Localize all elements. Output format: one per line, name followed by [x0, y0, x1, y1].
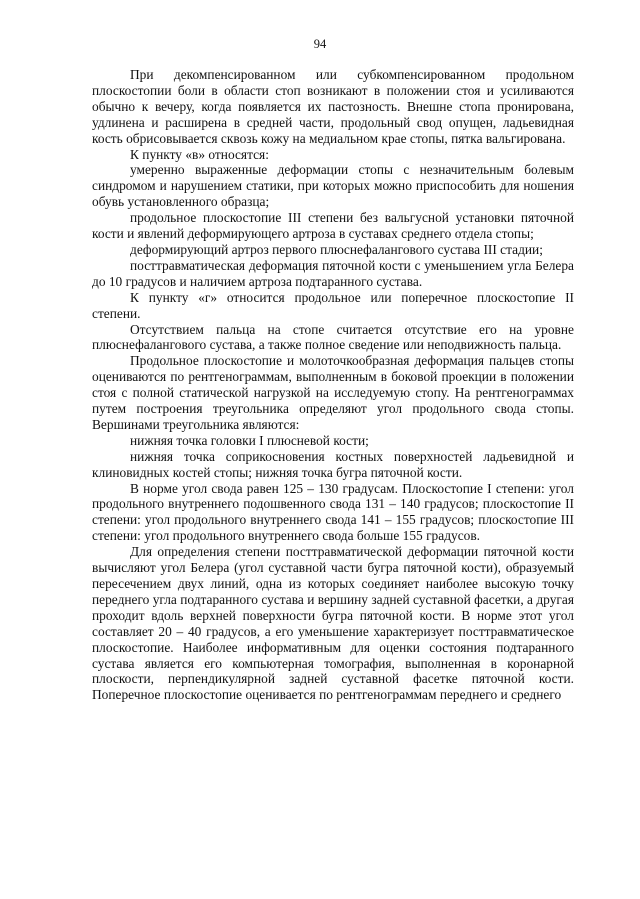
- paragraph-deforming-arthrosis: деформирующий артроз первого плюснефалангового сустава III стадии;: [130, 241, 543, 257]
- paragraph-arch-angle-norms: В норме угол свода равен 125 – 130 градусам. Плоскостопие I степени: угол продольного внутреннего подошвенного свода 131 – 140 градусов; плоскостопие II степени: угол продольного внутреннего свода 141 – 155 градусов; плоскостопие III степени: угол продольного внутреннего свода больше 155 градусов.: [92, 480, 574, 544]
- paragraph-decompensated-flatfoot: При декомпенсированном или субкомпенсированном продольном плоскостопии боли в области стоп возникают в положении стоя и усиливаются обычно к вечеру, когда появляется их пастозность. Внешне стопа пронирована, удлинена и расширена в средней части, продольный свод опущен, ладьевидная кость обрисовывается сквозь кожу на медиальном крае стопы, пятка вальгирована.: [92, 67, 574, 146]
- paragraph-item-g: К пункту «г» относится продольное или поперечное плоскостопие II степени.: [92, 289, 574, 321]
- paragraph-xray-assessment: Продольное плоскостопие и молоточкообразная деформация пальцев стопы оцениваются по рентгенограммам, выполненным в боковой проекции в положении стоя с полной статической нагрузкой на исследуемую стопу. На рентгенограммах путем построения треугольника определяют угол продольного свода стопы. Вершинами треугольника являются:: [92, 353, 574, 432]
- page-number: 94: [313, 37, 327, 51]
- paragraph-boehler-angle: Для определения степени посттравматической деформации пяточной кости вычисляют угол Белера (угол суставной части бугра пяточной кости), образуемый пересечением двух линий, одна из которых соединяет наиболее высокую точку переднего угла подтаранного сустава и вершину задней суставной фасетки, а другая проходит вдоль верхней поверхности бугра пяточной кости. В норме этот угол составляет 20 – 40 градусов, а его уменьшение характеризует посттравматическое плоскостопие. Наиболее информативным для оценки состояния подтаранного сустава является его компьютерная томография, выполненная в коронарной плоскости, перпендикулярной задней суставной фасетке пяточной кости. Поперечное плоскостопие оценивается по рентгенограммам переднего и среднего: [92, 544, 574, 703]
- paragraph-posttraumatic-deformation: посттравматическая деформация пяточной кости с уменьшением угла Белера до 10 градусов и наличием артроза подтаранного сустава.: [92, 257, 574, 289]
- paragraph-flatfoot-grade-3: продольное плоскостопие III степени без вальгусной установки пяточной кости и явлений деформирующего артроза в суставах среднего отдела стопы;: [92, 210, 574, 242]
- paragraph-moderate-deformation: умеренно выраженные деформации стопы с незначительным болевым синдромом и нарушением статики, при которых можно приспособить для ношения обувь установленного образца;: [92, 162, 574, 210]
- document-body: [92, 67, 574, 703]
- paragraph-missing-toe: Отсутствием пальца на стопе считается отсутствие его на уровне плюснефалангового сустава, а также полное сведение или неподвижность пальца.: [92, 321, 574, 353]
- paragraph-vertex-1: нижняя точка головки I плюсневой кости;: [130, 432, 369, 448]
- paragraph-vertex-2-3: нижняя точка соприкосновения костных поверхностей ладьевидной и клиновидных костей стопы; нижняя точка бугра пяточной кости.: [92, 448, 574, 480]
- paragraph-item-v-heading: К пункту «в» относятся:: [130, 146, 269, 162]
